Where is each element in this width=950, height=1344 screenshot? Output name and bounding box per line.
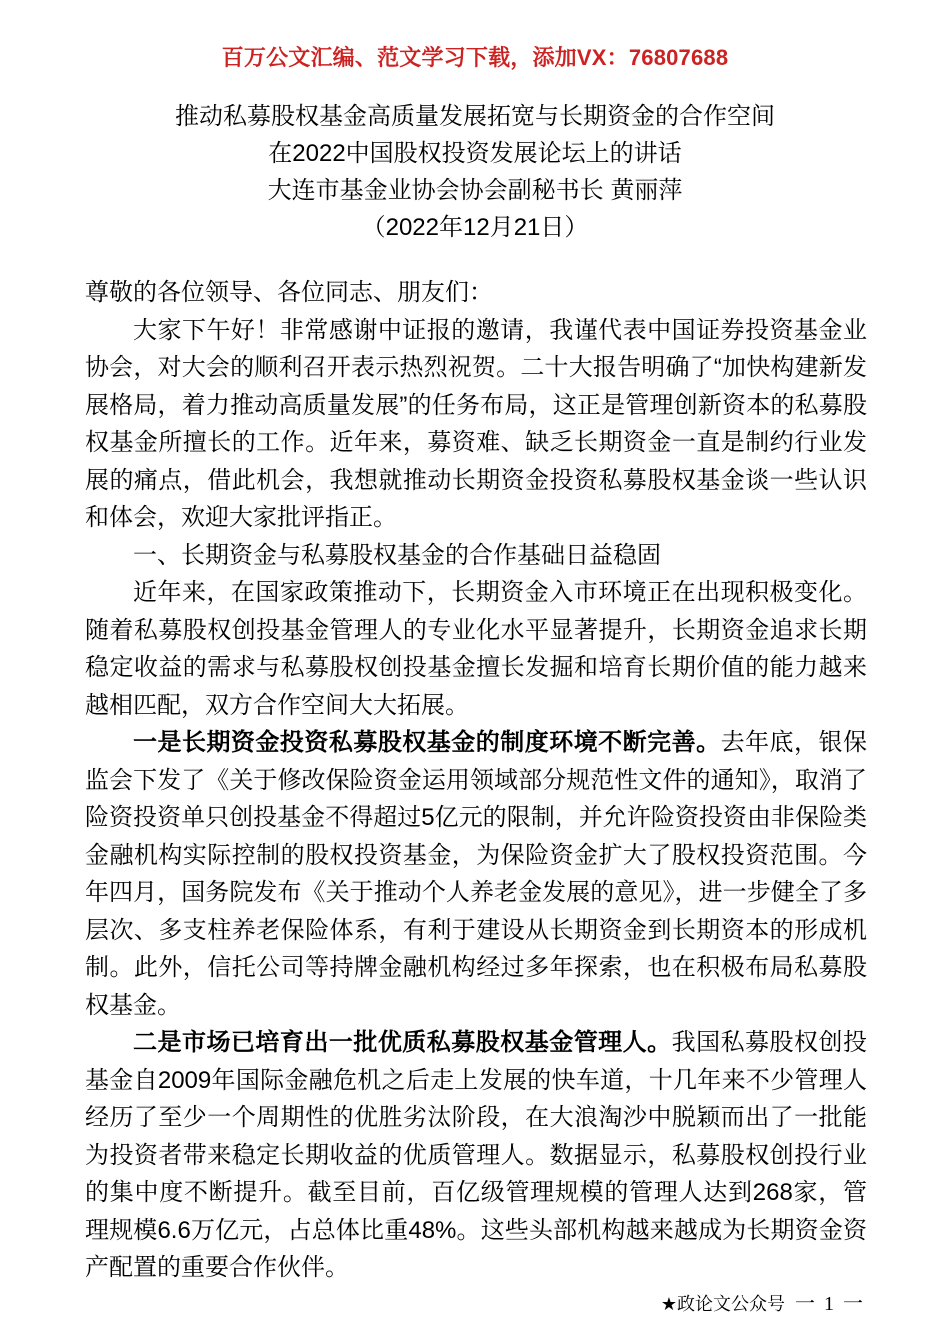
promo-banner-text: 百万公文汇编、范文学习下载，添加VX：76807688 — [221, 45, 729, 70]
paragraph-section-one-intro: 近年来，在国家政策推动下，长期资金入市环境正在出现积极变化。随着私募股权创投基金管理人的专业化水平显著提升，长期资金追求长期稳定收益的需求与私募股权创投基金擅长发掘和培育长期价值的能力越来越相匹配，双方合作空间大大拓展。 — [85, 579, 867, 719]
section-heading-one: 一、长期资金与私募股权基金的合作基础日益稳固 — [133, 541, 661, 569]
paragraph-point-one-lead: 一是长期资金投资私募股权基金的制度环境不断完善。 — [133, 729, 721, 756]
document-title-line-3: 大连市基金业协会协会副秘书长 黄丽萍 — [267, 177, 683, 204]
document-title-line-2: 在2022中国股权投资发展论坛上的讲话 — [268, 140, 682, 167]
footer-watermark: ★政论文公众号 — [660, 1294, 785, 1314]
paragraph-opening: 大家下午好！非常感谢中证报的邀请，我谨代表中国证券投资基金业协会，对大会的顺利召开表示热烈祝贺。二十大报告明确了“加快构建新发展格局，着力推动高质量发展”的任务布局，这正是管理创新资本的私募股权基金所擅长的工作。近年来，募资难、缺乏长期资金一直是制约行业发展的痛点，借此机会，我想就推动长期资金投资私募股权基金谈一些认识和体会，欢迎大家批评指正。 — [85, 316, 867, 531]
document-title-line-1: 推动私募股权基金高质量发展拓宽与长期资金的合作空间 — [175, 103, 775, 130]
salutation: 尊敬的各位领导、各位同志、朋友们： — [85, 279, 493, 306]
paragraph-point-two-body: 我国私募股权创投基金自2009年国际金融危机之后走上发展的快车道，十几年来不少管理人经历了至少一个周期性的优胜劣汰阶段，在大浪淘沙中脱颖而出了一批能为投资者带来稳定长期收益的优质管理人。数据显示，私募股权创投行业的集中度不断提升。截至目前，百亿级管理规模的管理人达到268家，管理规模6.6万亿元，占总体比重48%。这些头部机构越来越成为长期资金资产配置的重要合作伙伴。 — [85, 1029, 868, 1281]
paragraph-point-two — [85, 1024, 867, 1287]
document-body — [85, 274, 867, 1287]
paragraph-point-one-body: 去年底，银保监会下发了《关于修改保险资金运用领域部分规范性文件的通知》，取消了险资投资单只创投基金不得超过5亿元的限制，并允许险资投资由非保险类金融机构实际控制的股权投资基金，为保险资金扩大了股权投资范围。今年四月，国务院发布《关于推动个人养老金发展的意见》，进一步健全了多层次、多支柱养老保险体系，有利于建设从长期资金到长期资本的形成机制。此外，信托公司等持牌金融机构经过多年探索，也在积极布局私募股权基金。 — [85, 729, 868, 1019]
paragraph-point-two-lead: 二是市场已培育出一批优质私募股权基金管理人。 — [133, 1029, 672, 1056]
page-number: 一 1 一 — [795, 1293, 865, 1315]
title-block — [0, 98, 950, 246]
document-title-line-4: （2022年12月21日） — [361, 214, 589, 241]
paragraph-point-one — [85, 724, 867, 1024]
page-footer — [0, 1287, 950, 1316]
